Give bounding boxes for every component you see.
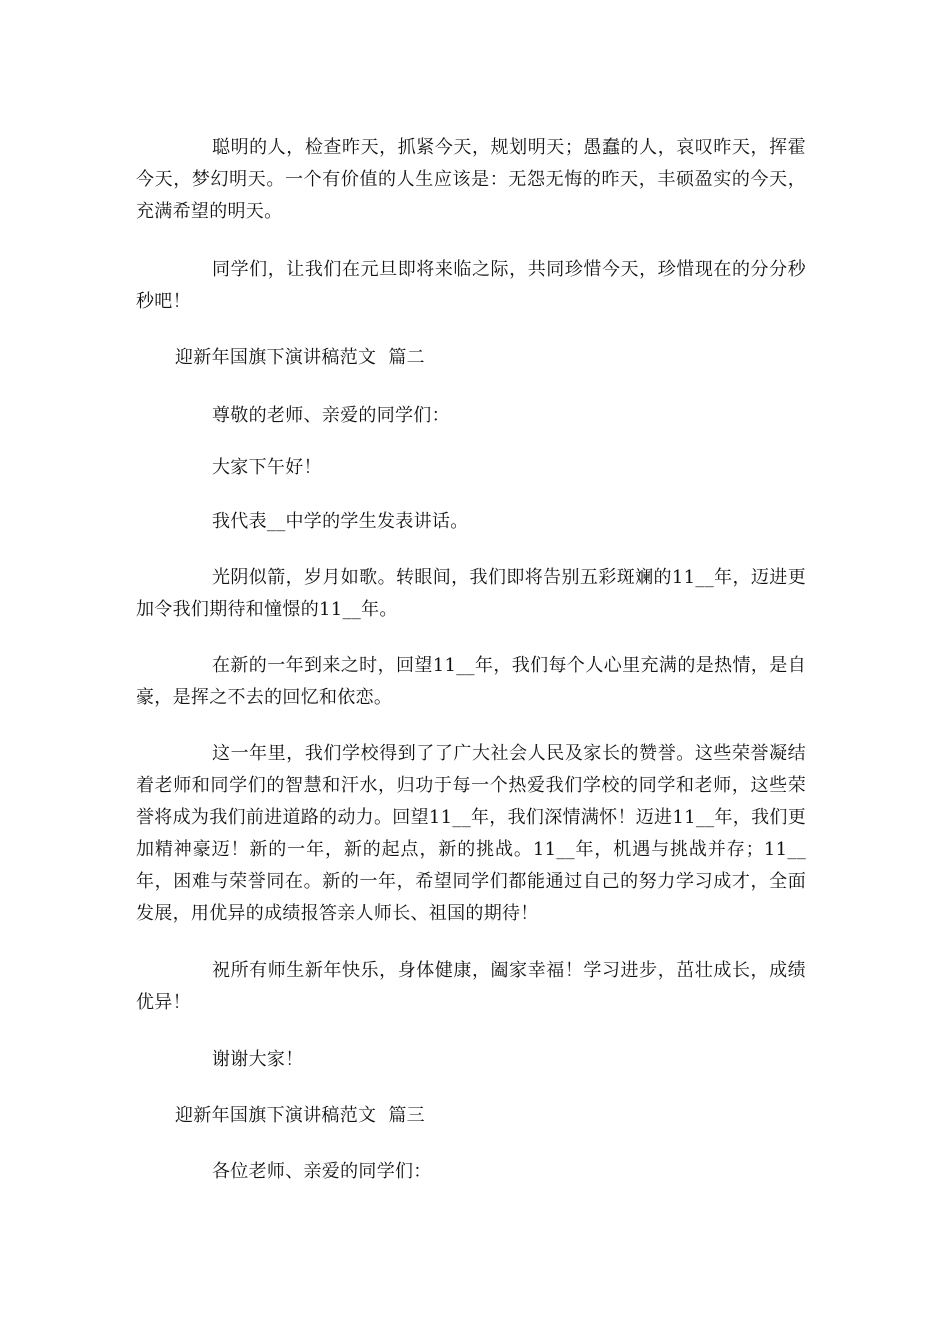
section-heading-title: 迎新年国旗下演讲稿范文 [175, 1105, 377, 1126]
paragraph-wise-people: 聪明的人，检查昨天，抓紧今天，规划明天；愚蠢的人，哀叹昨天，挥霍今天，梦幻明天。一个有价值的人生应该是：无怨无悔的昨天，丰硕盈实的今天，充满希望的明天。 [136, 137, 806, 222]
section-heading-part-three [175, 1100, 425, 1132]
section-heading-title: 迎新年国旗下演讲稿范文 [175, 347, 377, 368]
paragraph-salutation: 尊敬的老师、亲爱的同学们： [212, 405, 450, 426]
section-heading-number: 篇三 [388, 1105, 425, 1126]
section-heading-part-two [175, 342, 425, 374]
paragraph-school-honors: 这一年里，我们学校得到了了广大社会人民及家长的赞誉。这些荣誉凝结着老师和同学们的智慧和汗水，归功于每一个热爱我们学校的同学和老师，这些荣誉将成为我们前进道路的动力。回望11__年，我们深情满怀！迈进11__年，我们更加精神豪迈！新的一年，新的起点，新的挑战。11__年，机遇与挑战并存；11__年，困难与荣誉同在。新的一年，希望同学们都能通过自己的努力学习成才，全面发展，用优异的成绩报答亲人师长、祖国的期待！ [136, 743, 806, 924]
paragraph-cherish-today: 同学们，让我们在元旦即将来临之际，共同珍惜今天，珍惜现在的分分秒秒吧！ [136, 259, 806, 312]
paragraph-new-year-arrives: 在新的一年到来之时，回望11__年，我们每个人心里充满的是热情，是自豪，是挥之不去的回忆和依恋。 [136, 655, 806, 708]
paragraph-time-flies: 光阴似箭，岁月如歌。转眼间，我们即将告别五彩斑斓的11__年，迈进更加令我们期待和憧憬的11__年。 [136, 567, 806, 620]
paragraph-best-wishes: 祝所有师生新年快乐，身体健康，阖家幸福！学习进步，茁壮成长，成绩优异！ [136, 960, 806, 1013]
paragraph-thanks: 谢谢大家！ [212, 1049, 304, 1070]
paragraph-greeting: 大家下午好！ [212, 457, 322, 478]
paragraph-representative: 我代表__中学的学生发表讲话。 [212, 511, 469, 532]
section-heading-number: 篇二 [388, 347, 425, 368]
paragraph-salutation-part-three: 各位老师、亲爱的同学们： [212, 1161, 432, 1182]
